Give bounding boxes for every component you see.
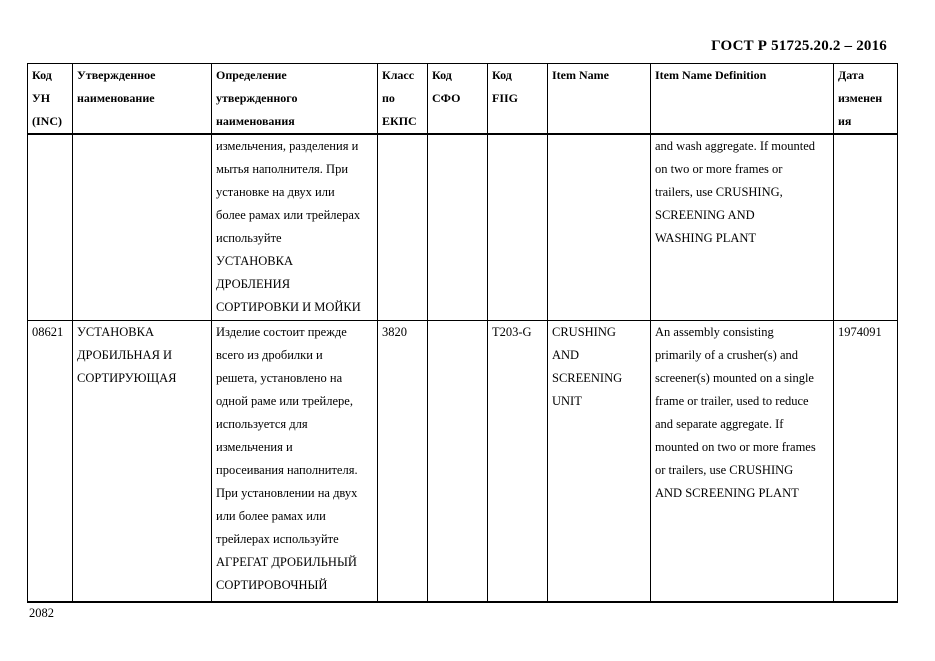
cell-fiig [488, 134, 548, 320]
cell-text-line: или более рамах или [216, 508, 326, 523]
table-row [28, 134, 898, 320]
header-text-line: наименование [77, 91, 155, 105]
cell-text-line: всего из дробилки и [216, 347, 323, 362]
cell-text-line: СОРТИРОВОЧНЫЙ [216, 577, 328, 592]
cell-text-line: одной раме или трейлере, [216, 393, 353, 408]
cell-text-line: WASHING PLANT [655, 231, 757, 245]
cell-text-line: ДРОБИЛЬНАЯ И [77, 347, 173, 362]
header-text-line: Дата [838, 68, 864, 82]
cell-text-line: primarily of a crusher(s) and [655, 347, 798, 362]
header-fiig [488, 64, 548, 135]
cell-definition [212, 320, 378, 602]
cell-text-line: используется для [216, 416, 308, 431]
cell-text-line: SCREENING [552, 370, 623, 385]
header-text-line: Утвержденное [77, 68, 156, 82]
cell-text-line: 1974091 [838, 324, 882, 339]
header-text-line: Item Name Definition [655, 68, 767, 82]
cell-text-line: and separate aggregate. If [655, 416, 784, 431]
cell-text-line: UNIT [552, 393, 582, 408]
cell-sfo [428, 320, 488, 602]
header-inc [28, 64, 73, 135]
cell-text-line: 3820 [382, 324, 407, 339]
header-class [378, 64, 428, 135]
cell-change-date [834, 134, 898, 320]
cell-inc [28, 134, 73, 320]
cell-text-line: При установлении на двух [216, 485, 358, 500]
page-number: 2082 [29, 606, 54, 620]
header-text-line: ия [838, 114, 852, 128]
header-text-line: утвержденного [216, 91, 298, 105]
cell-inc [28, 320, 73, 602]
header-text-line: изменен [838, 91, 883, 105]
header-text-line: Определение [216, 68, 287, 82]
header-text-line: ЕКПС [382, 114, 417, 128]
cell-text-line: СОРТИРУЮЩАЯ [77, 370, 177, 385]
cell-text-line: screener(s) mounted on a single [655, 370, 814, 385]
header-text-line: по [382, 91, 395, 105]
header-item-definition [651, 64, 834, 135]
cell-text-line: АГРЕГАТ ДРОБИЛЬНЫЙ [216, 554, 357, 569]
cell-text-line: mounted on two or more frames [655, 439, 816, 454]
header-text-line: Код [32, 68, 52, 82]
table-header-row [28, 64, 898, 135]
cell-text-line: 08621 [32, 324, 64, 339]
cell-text-line: AND [552, 347, 580, 362]
cell-text-line: СОРТИРОВКИ И МОЙКИ [216, 300, 361, 314]
cell-text-line: SCREENING AND [655, 208, 755, 222]
header-text-line: наименования [216, 114, 295, 128]
cell-item-name [548, 134, 651, 320]
cell-item-definition [651, 134, 834, 320]
cell-text-line: trailers, use CRUSHING, [655, 185, 783, 199]
header-text-line: Код [432, 68, 452, 82]
cell-definition [212, 134, 378, 320]
cell-approved-name [73, 134, 212, 320]
catalog-table [27, 63, 898, 603]
cell-class [378, 320, 428, 602]
header-text-line: (INC) [32, 114, 62, 128]
cell-text-line: and wash aggregate. If mounted [655, 139, 816, 153]
header-text-line: FIIG [492, 91, 519, 105]
cell-item-definition [651, 320, 834, 602]
cell-change-date [834, 320, 898, 602]
cell-text-line: УСТАНОВКА [77, 324, 154, 339]
header-text-line: УН [32, 91, 51, 105]
header-approved-name [73, 64, 212, 135]
header-item-name [548, 64, 651, 135]
cell-item-name [548, 320, 651, 602]
cell-sfo [428, 134, 488, 320]
cell-text-line: более рамах или трейлерах [216, 208, 361, 222]
cell-text-line: просеивания наполнителя. [216, 462, 358, 477]
table-row [28, 320, 898, 602]
cell-text-line: трейлерах используйте [216, 531, 339, 546]
document-code: ГОСТ Р 51725.20.2 – 2016 [711, 38, 887, 54]
header-change-date [834, 64, 898, 135]
header-text-line: Item Name [552, 68, 609, 82]
cell-approved-name [73, 320, 212, 602]
cell-text-line: ДРОБЛЕНИЯ [216, 277, 291, 291]
cell-text-line: T203-G [492, 324, 532, 339]
cell-text-line: УСТАНОВКА [216, 254, 293, 268]
cell-fiig [488, 320, 548, 602]
cell-text-line: AND SCREENING PLANT [655, 485, 799, 500]
header-text-line: Код [492, 68, 512, 82]
cell-text-line: измельчения, разделения и [216, 139, 359, 153]
cell-text-line: решета, установлено на [216, 370, 343, 385]
cell-text-line: on two or more frames or [655, 162, 783, 176]
cell-text-line: or trailers, use CRUSHING [655, 462, 794, 477]
cell-text-line: frame or trailer, used to reduce [655, 393, 809, 408]
cell-text-line: используйте [216, 231, 282, 245]
cell-text-line: установке на двух или [216, 185, 335, 199]
cell-text-line: CRUSHING [552, 324, 616, 339]
header-text-line: СФО [432, 91, 461, 105]
cell-class [378, 134, 428, 320]
cell-text-line: мытья наполнителя. При [216, 162, 349, 176]
header-definition [212, 64, 378, 135]
cell-text-line: Изделие состоит прежде [216, 324, 347, 339]
cell-text-line: An assembly consisting [655, 324, 774, 339]
cell-text-line: измельчения и [216, 439, 293, 454]
header-text-line: Класс [382, 68, 415, 82]
header-sfo [428, 64, 488, 135]
